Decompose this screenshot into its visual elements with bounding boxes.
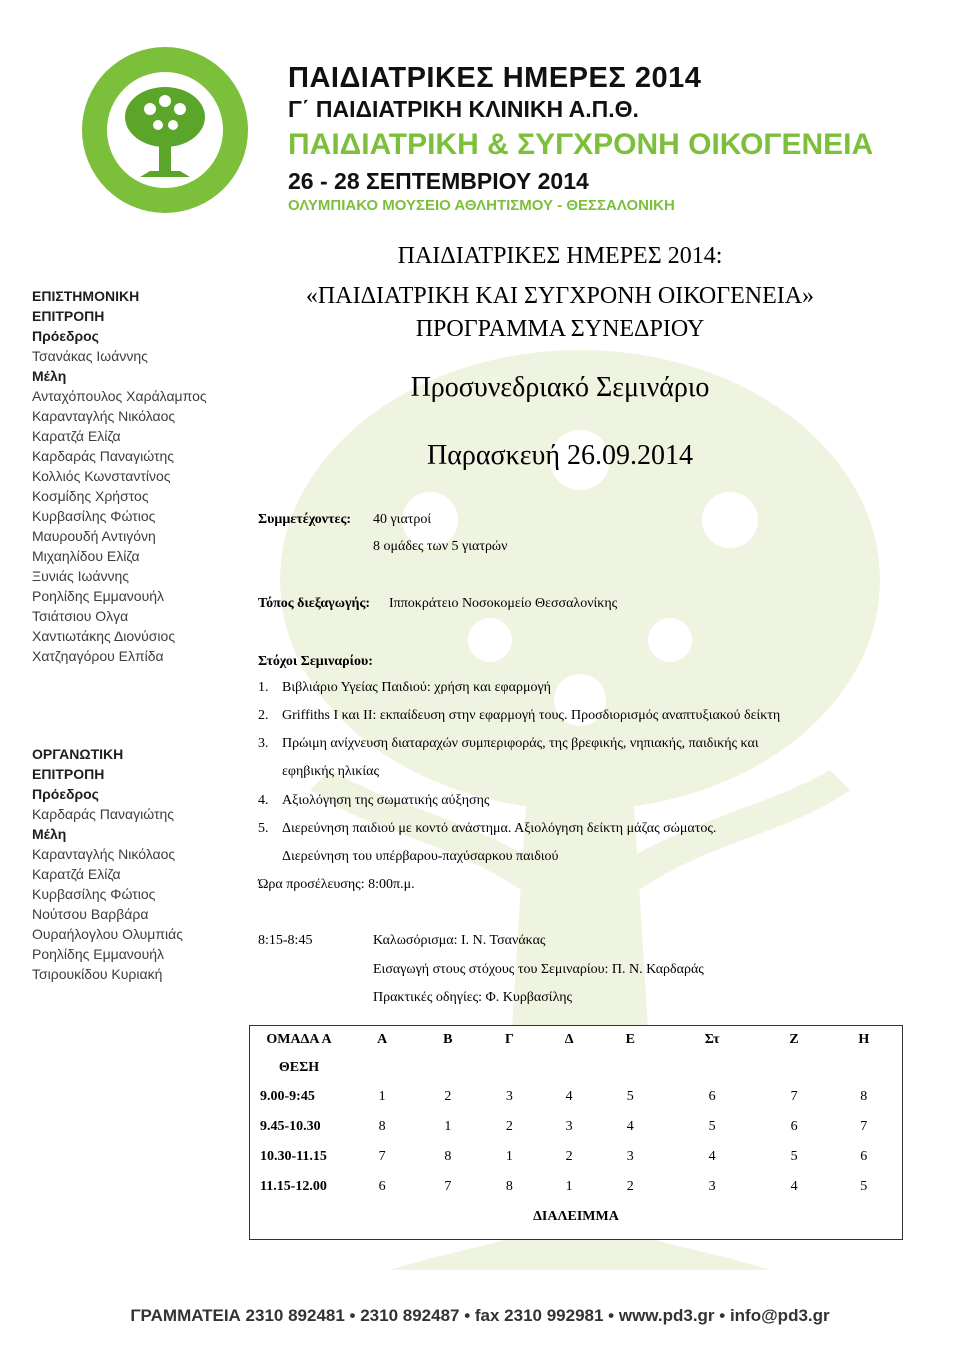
participants-label: Συμμετέχοντες:	[258, 512, 352, 527]
header-venue: ΟΛΥΜΠΙΑΚΟ ΜΟΥΣΕΙΟ ΑΘΛΗΤΙΣΜΟΥ - ΘΕΣΣΑΛΟΝΙΚΗ	[288, 197, 675, 214]
program-title: ΠΑΙΔΙΑΤΡΙΚΕΣ ΗΜΕΡΕΣ 2014:	[397, 243, 723, 269]
goal-text: Βιβλιάριο Υγείας Παιδιού: χρήση και εφαρμογή	[282, 680, 551, 695]
goal-number: 1.	[258, 680, 269, 695]
arrival-time: Ώρα προσέλευσης: 8:00π.μ.	[258, 877, 415, 892]
president-label: Πρόεδρος	[32, 328, 99, 344]
table-cell: 4	[790, 1178, 798, 1194]
table-cell: 1	[505, 1148, 513, 1164]
committee-member: Καρατζά Ελίζα	[32, 866, 121, 882]
table-cell: 7	[444, 1178, 452, 1194]
header-clinic: Γ΄ ΠΑΙΔΙΑΤΡΙΚΗ ΚΛΙΝΙΚΗ Α.Π.Θ.	[288, 96, 639, 122]
goal-number: 3.	[258, 736, 269, 751]
table-cell: 7	[378, 1148, 386, 1164]
table-cell: 2	[565, 1148, 573, 1164]
members-label: Μέλη	[32, 826, 67, 842]
table-cell: 4	[708, 1148, 716, 1164]
row-time: 10.30-11.15	[260, 1148, 327, 1164]
goal-number: 4.	[258, 793, 269, 808]
table-row	[250, 1112, 903, 1142]
table-cell: 8	[505, 1178, 513, 1194]
table-row	[250, 1172, 903, 1202]
goal-number: 5.	[258, 821, 269, 836]
footer-contact: ΓΡΑΜΜΑΤΕΙΑ 2310 892481 • 2310 892487 • fax 2310 992981 • www.pd3.gr • info@pd3.gr	[130, 1306, 830, 1325]
committee-heading: ΕΠΙΣΤΗΜΟΝΙΚΗ	[32, 288, 140, 304]
table-cell: 7	[790, 1088, 798, 1104]
committee-member: Κυρβασίλης Φώτιος	[32, 508, 156, 524]
committee-member: Ξυνιάς Ιωάννης	[32, 568, 130, 584]
column-header: Δ	[564, 1031, 574, 1047]
conference-logo	[80, 45, 250, 215]
break-row: ΔΙΑΛΕΙΜΜΑ	[533, 1208, 619, 1224]
column-header: Ε	[625, 1031, 635, 1047]
committee-member: Καρδαράς Παναγιώτης	[32, 448, 175, 464]
committee-member: Κολλιός Κωνσταντίνος	[32, 468, 171, 484]
table-cell: 6	[790, 1118, 798, 1134]
row-time: 11.15-12.00	[260, 1178, 327, 1194]
row-time: 9.00-9:45	[260, 1088, 315, 1104]
committee-member: Τσιρουκίδου Κυριακή	[32, 966, 163, 982]
table-row	[250, 1142, 903, 1172]
table-cell: 3	[565, 1118, 573, 1134]
table-cell: 8	[860, 1088, 868, 1104]
committee-member: Κυρβασίλης Φώτιος	[32, 886, 156, 902]
committee-heading: ΕΠΙΤΡΟΠΗ	[32, 308, 105, 324]
participants-value: 8 ομάδες των 5 γιατρών	[373, 539, 508, 554]
table-cell: 8	[444, 1148, 452, 1164]
venue-value: Ιπποκράτειο Νοσοκομείο Θεσσαλονίκης	[389, 596, 618, 611]
members-label: Μέλη	[32, 368, 67, 384]
committee-member: Ροηλίδης Εμμανουήλ	[32, 946, 165, 962]
table-cell: 5	[708, 1118, 716, 1134]
committee-member: Μιχαηλίδου Ελίζα	[32, 548, 140, 564]
table-cell: 5	[860, 1178, 868, 1194]
rotation-table	[249, 1025, 903, 1240]
committee-member: Τσιάτσιου Ολγα	[32, 608, 129, 624]
header-dates: 26 - 28 ΣΕΠΤΕΜΒΡΙΟΥ 2014	[288, 168, 589, 194]
goals-label: Στόχοι Σεμιναρίου:	[258, 654, 373, 669]
table-corner-group: ΟΜΑΔΑ Α	[266, 1031, 332, 1047]
table-cell: 1	[565, 1178, 573, 1194]
session-item: Εισαγωγή στους στόχους του Σεμιναρίου: Π. Ν. Καρδαράς	[373, 962, 704, 977]
seminar-title: Προσυνεδριακό Σεμινάριο	[410, 372, 710, 403]
goal-text-continued: εφηβικής ηλικίας	[282, 764, 379, 779]
table-cell: 5	[626, 1088, 634, 1104]
committee-member: Καρατζά Ελίζα	[32, 428, 121, 444]
president-label: Πρόεδρος	[32, 786, 99, 802]
table-cell: 3	[505, 1088, 513, 1104]
committee-member: Χαντιωτάκης Διονύσιος	[32, 628, 176, 644]
committee-member: Χατζηαγόρου Ελπίδα	[32, 648, 164, 664]
committee-heading: ΟΡΓΑΝΩΤΙΚΗ	[32, 746, 124, 762]
table-cell: 4	[565, 1088, 573, 1104]
table-row	[250, 1082, 903, 1112]
table-cell: 3	[708, 1178, 716, 1194]
table-cell: 4	[626, 1118, 634, 1134]
table-cell: 6	[860, 1148, 868, 1164]
committee-member: Μαυρουδή Αντιγόνη	[32, 528, 156, 544]
column-header: Β	[443, 1031, 453, 1047]
scientific-committee	[32, 286, 242, 666]
goal-text: Griffiths Ι και ΙΙ: εκπαίδευση στην εφαρμογή τους. Προσδιορισμός αναπτυξιακού δείκτη	[282, 708, 781, 723]
table-cell: 3	[626, 1148, 634, 1164]
table-cell: 1	[378, 1088, 386, 1104]
seminar-date: Παρασκευή 26.09.2014	[427, 440, 693, 471]
committee-member: Ροηλίδης Εμμανουήλ	[32, 588, 165, 604]
committee-heading: ΕΠΙΤΡΟΠΗ	[32, 766, 105, 782]
goal-text: Διερεύνηση παιδιού με κοντό ανάστημα. Αξιολόγηση δείκτη μάζας σώματος.	[282, 821, 717, 836]
committee-member: Νούτσου Βαρβάρα	[32, 906, 149, 922]
committee-member: Ανταχόπουλος Χαράλαμπος	[32, 388, 207, 404]
goal-text: Πρώιμη ανίχνευση διαταραχών συμπεριφοράς, της βρεφικής, νηπιακής, παιδικής και	[282, 736, 759, 751]
column-header: Α	[377, 1031, 388, 1047]
column-header: Γ	[504, 1031, 514, 1047]
table-cell: 8	[378, 1118, 386, 1134]
row-time: 9.45-10.30	[260, 1118, 321, 1134]
table-cell: 2	[444, 1088, 452, 1104]
participants-value: 40 γιατροί	[373, 512, 432, 527]
session-time: 8:15-8:45	[258, 933, 313, 948]
committee-member: Καρανταγλής Νικόλαος	[32, 846, 176, 862]
table-cell: 1	[444, 1118, 452, 1134]
venue-label: Τόπος διεξαγωγής:	[258, 596, 371, 611]
goal-text: Αξιολόγηση της σωματικής αύξησης	[282, 793, 490, 808]
header-title: ΠΑΙΔΙΑΤΡΙΚΕΣ ΗΜΕΡΕΣ 2014	[288, 62, 702, 94]
committee-member: Ουραήλογλου Ολυμπιάς	[32, 926, 183, 942]
committee-member: Καρανταγλής Νικόλαος	[32, 408, 176, 424]
organizing-committee	[32, 744, 242, 984]
table-cell: 2	[505, 1118, 513, 1134]
column-header: Ζ	[789, 1031, 799, 1047]
header-theme: ΠΑΙΔΙΑΤΡΙΚΗ & ΣΥΓΧΡΟΝΗ ΟΙΚΟΓΕΝΕΙΑ	[288, 128, 874, 161]
column-header: Η	[858, 1031, 870, 1047]
goal-text-continued: Διερεύνηση του υπέρβαρου-παχύσαρκου παιδιού	[282, 849, 559, 864]
table-corner-position: ΘΕΣΗ	[278, 1059, 320, 1075]
committee-president: Τσανάκας Ιωάννης	[32, 348, 148, 364]
session-item: Πρακτικές οδηγίες: Φ. Κυρβασίλης	[373, 990, 573, 1005]
goal-number: 2.	[258, 708, 269, 723]
table-cell: 6	[708, 1088, 716, 1104]
table-cell: 6	[378, 1178, 386, 1194]
committee-president: Καρδαράς Παναγιώτης	[32, 806, 175, 822]
column-header: Στ	[704, 1031, 720, 1047]
committee-member: Κοσμίδης Χρήστος	[32, 488, 149, 504]
table-cell: 5	[790, 1148, 798, 1164]
table-cell: 7	[860, 1118, 868, 1134]
program-heading: ΠΡΟΓΡΑΜΜΑ ΣΥΝΕΔΡΙΟΥ	[415, 316, 705, 342]
table-cell: 2	[626, 1178, 634, 1194]
program-theme: «ΠΑΙΔΙΑΤΡΙΚΗ ΚΑΙ ΣΥΓΧΡΟΝΗ ΟΙΚΟΓΕΝΕΙΑ»	[305, 283, 815, 309]
session-item: Καλωσόρισμα: Ι. Ν. Τσανάκας	[373, 933, 546, 948]
